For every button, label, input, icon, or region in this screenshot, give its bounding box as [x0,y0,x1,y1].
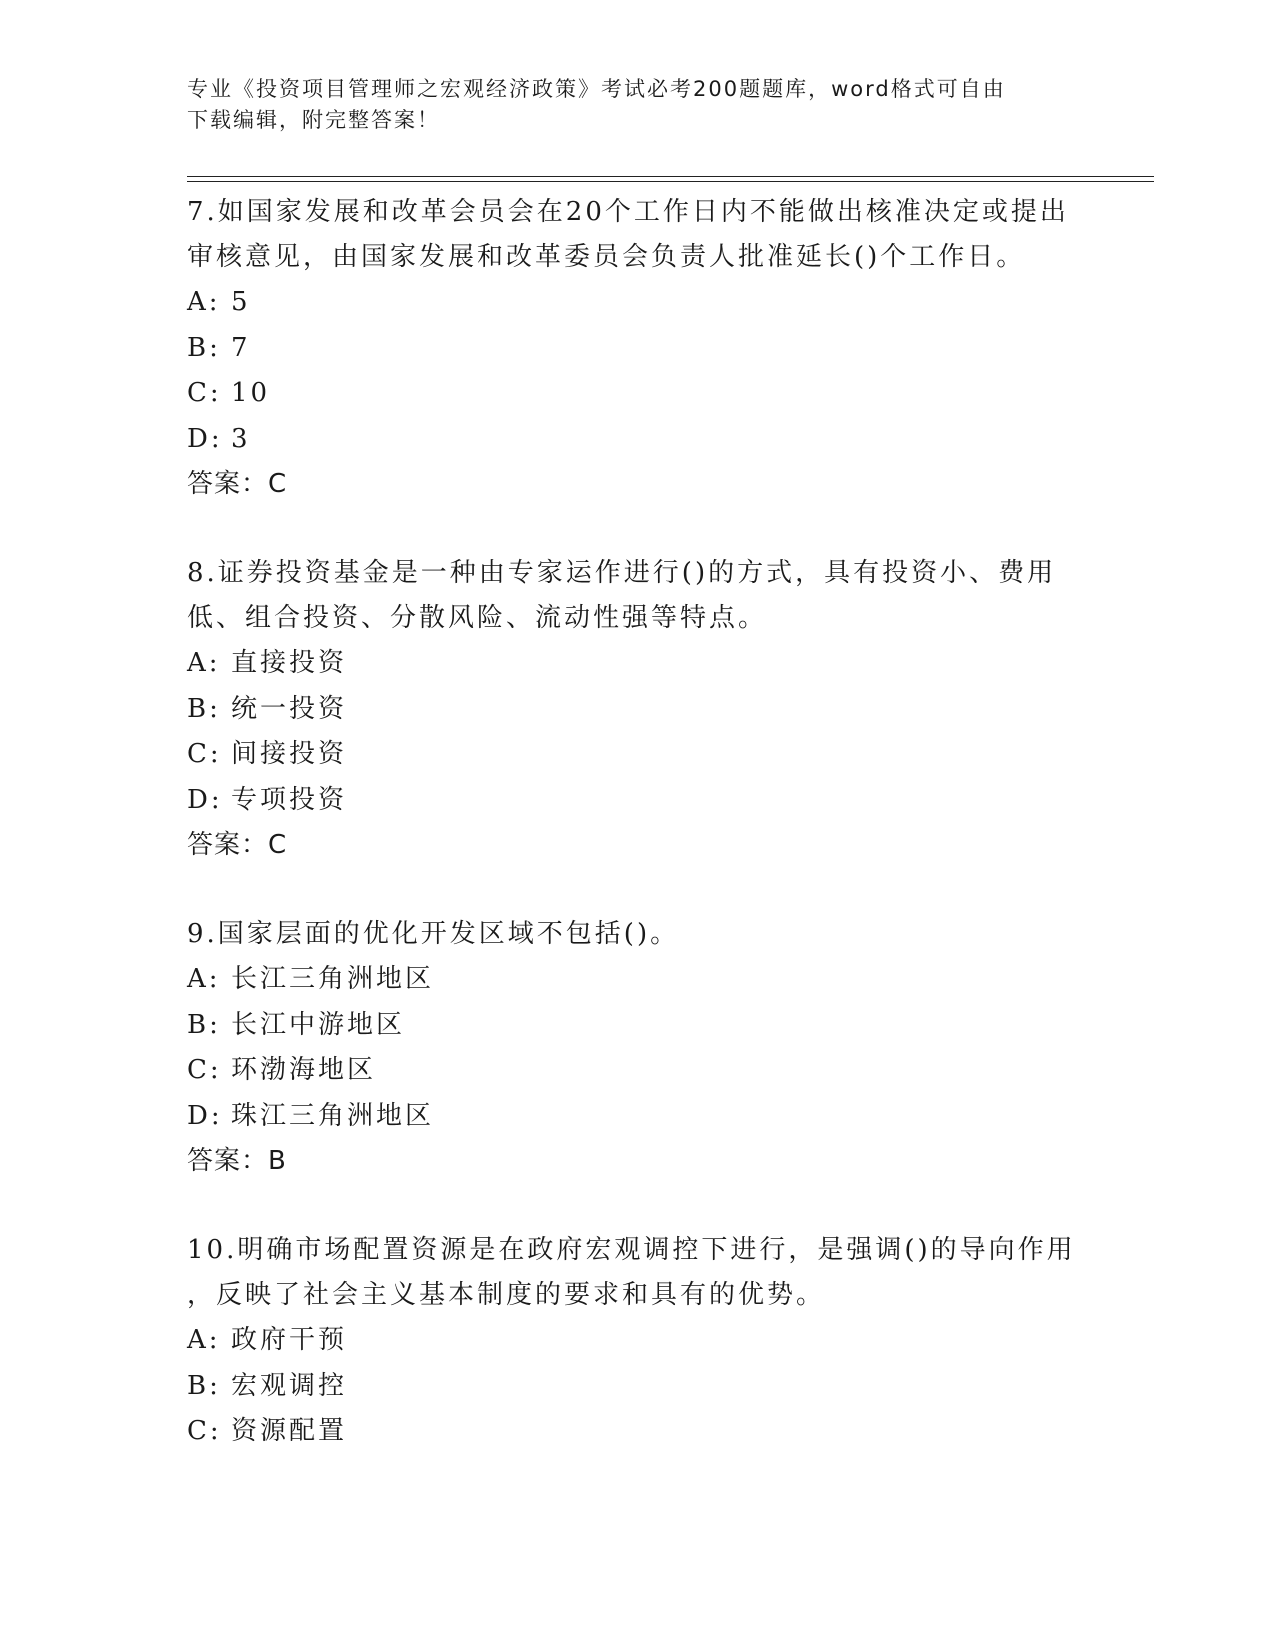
question-text-line: ，反映了社会主义基本制度的要求和具有的优势。 [187,1280,826,1310]
option-key: C: [187,378,222,408]
header-line-1: 专业《投资项目管理师之宏观经济政策》考试必考200题题库，word格式可自由 [187,77,1006,101]
question-10 [187,1228,1087,1455]
option-c [187,1048,1087,1094]
option-b [187,687,1087,733]
option-d [187,1094,1087,1140]
option-value: 7 [231,332,251,363]
option-b [187,1364,1087,1410]
option-value: 间接投资 [231,739,348,769]
option-value: 10 [231,378,271,408]
option-a [187,641,1087,687]
question-text-line: 10.明确市场配置资源是在政府宏观调控下进行，是强调()的导向作用 [187,1235,1076,1265]
question-spacer [187,868,1087,912]
answer-line: 答案：C [187,469,288,499]
option-b [187,326,1087,372]
option-key: B: [187,1370,221,1401]
header-line-2: 下载编辑，附完整答案！ [187,108,440,132]
question-spacer [187,507,1087,551]
option-key: B: [187,332,221,363]
header-divider-top [187,176,1154,177]
option-value: 专项投资 [231,784,348,815]
option-value: 政府干预 [231,1325,348,1355]
option-a [187,1318,1087,1364]
option-key: A: [187,964,221,994]
question-8 [187,551,1087,868]
option-value: 资源配置 [231,1416,348,1446]
option-c [187,371,1087,417]
option-key: D: [187,784,223,815]
option-d [187,417,1087,463]
option-value: 直接投资 [231,648,348,678]
option-a [187,957,1087,1003]
option-key: C: [187,739,222,769]
option-key: D: [187,1100,223,1131]
option-a [187,280,1087,326]
question-text-line: 审核意见，由国家发展和改革委员会负责人批准延长()个工作日。 [187,242,1026,272]
header-divider-bottom [187,181,1154,182]
question-list [187,190,1087,1455]
option-key: D: [187,423,223,454]
option-value: 长江中游地区 [231,1009,406,1040]
option-key: A: [187,1325,221,1355]
option-value: 长江三角洲地区 [231,964,435,994]
question-text-line: 9.国家层面的优化开发区域不包括()。 [187,919,680,949]
option-value: 环渤海地区 [231,1055,377,1085]
option-key: A: [187,648,221,678]
option-key: C: [187,1055,222,1085]
option-key: B: [187,693,221,724]
option-value: 统一投资 [231,693,348,724]
option-d [187,778,1087,824]
option-value: 宏观调控 [231,1370,348,1401]
option-c [187,1409,1087,1455]
question-spacer [187,1184,1087,1228]
answer-line: 答案：B [187,1146,287,1176]
option-value: 珠江三角洲地区 [231,1100,435,1131]
question-text-line: 7.如国家发展和改革会员会在20个工作日内不能做出核准决定或提出 [187,197,1069,227]
document-header [187,74,1067,136]
question-text-line: 低、组合投资、分散风险、流动性强等特点。 [187,603,768,633]
option-key: A: [187,287,221,317]
option-key: C: [187,1416,222,1446]
option-key: B: [187,1009,221,1040]
option-value: 5 [231,287,251,317]
option-b [187,1003,1087,1049]
option-value: 3 [231,423,251,454]
question-7 [187,190,1087,507]
question-text-line: 8.证券投资基金是一种由专家运作进行()的方式，具有投资小、费用 [187,558,1057,588]
answer-line: 答案：C [187,830,288,860]
question-9 [187,912,1087,1184]
option-c [187,732,1087,778]
